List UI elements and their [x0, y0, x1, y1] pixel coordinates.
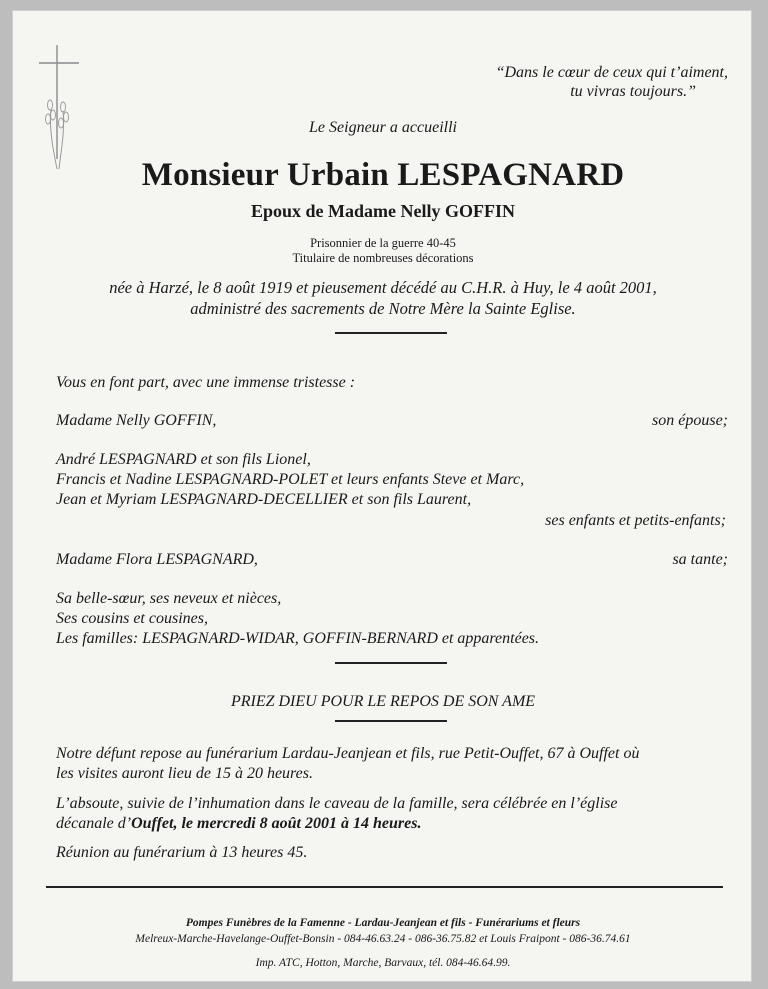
family-child-3: Jean et Myriam LESPAGNARD-DECELLIER et son fils Laurent, [56, 491, 472, 508]
birth-death-line-1: née à Harzé, le 8 août 1919 et pieusement décédé au C.H.R. à Huy, le 4 août 2001, [109, 278, 657, 297]
family-aunt-role: sa tante; [672, 551, 728, 568]
family-children-role: ses enfants et petits-enfants; [545, 512, 726, 529]
footer-contacts: Melreux-Marche-Havelange-Ouffet-Bonsin - 084-46.63.24 - 086-36.75.82 et Louis Fraipont - 086-36.74.61 [135, 933, 631, 945]
birth-death-text [13, 277, 753, 319]
family-other-1: Sa belle-sœur, ses neveux et nièces, [56, 590, 282, 607]
spouse-line: Epoux de Madame Nelly GOFFIN [251, 201, 515, 221]
prayer-line: PRIEZ DIEU POUR LE REPOS DE SON AME [230, 693, 536, 710]
divider [335, 662, 447, 664]
family-intro: Vous en font part, avec une immense tristesse : [56, 374, 356, 391]
footer-divider [46, 886, 723, 888]
obituary-card [12, 10, 752, 982]
family-other-2: Ses cousins et cousines, [56, 610, 208, 627]
absoute-line-2-start: décanale d’ [56, 815, 132, 832]
quote-line-1: “Dans le cœur de ceux qui t’aiment, [495, 64, 728, 81]
family-child-2: Francis et Nadine LESPAGNARD-POLET et leurs enfants Steve et Marc, [56, 471, 525, 488]
note-prisoner: Prisonnier de la guerre 40-45 [310, 236, 456, 250]
quote-line-2: tu vivras toujours.” [570, 83, 696, 100]
absoute-paragraph [56, 794, 736, 834]
reunion-text: Réunion au funérarium à 13 heures 45. [56, 844, 308, 861]
birth-death-line-2: administré des sacrements de Notre Mère la Sainte Eglise. [190, 299, 576, 318]
rest-paragraph [56, 744, 736, 784]
family-spouse-name: Madame Nelly GOFFIN, [56, 412, 217, 429]
note-decorations: Titulaire de nombreuses décorations [292, 251, 474, 265]
footer-funeral-home: Pompes Funèbres de la Famenne - Lardau-Jeanjean et fils - Funérariums et fleurs [185, 917, 581, 929]
footer-printer: Imp. ATC, Hotton, Marche, Barvaux, tél. 084-46.64.99. [255, 957, 511, 969]
rest-line-2: les visites auront lieu de 15 à 20 heures. [56, 765, 313, 782]
family-spouse-role: son épouse; [652, 412, 728, 429]
family-child-1: André LESPAGNARD et son fils Lionel, [56, 451, 311, 468]
family-aunt-name: Madame Flora LESPAGNARD, [56, 551, 258, 568]
intro-text: Le Seigneur a accueilli [309, 119, 457, 136]
family-row-spouse [56, 412, 728, 430]
divider [335, 332, 447, 334]
absoute-line-1: L’absoute, suivie de l’inhumation dans le caveau de la famille, sera célébrée en l’église [56, 795, 618, 812]
deceased-name: Monsieur Urbain LESPAGNARD [141, 157, 625, 193]
divider [335, 720, 447, 722]
rest-line-1: Notre défunt repose au funérarium Lardau-Jeanjean et fils, rue Petit-Ouffet, 67 à Ouffet où [56, 745, 640, 762]
quote [353, 63, 728, 101]
absoute-line-2 [56, 814, 736, 834]
family-row-aunt [56, 551, 728, 569]
funeral-date: Ouffet, le mercredi 8 août 2001 à 14 heures. [131, 815, 422, 832]
family-other-3: Les familles: LESPAGNARD-WIDAR, GOFFIN-BERNARD et apparentées. [56, 630, 540, 647]
